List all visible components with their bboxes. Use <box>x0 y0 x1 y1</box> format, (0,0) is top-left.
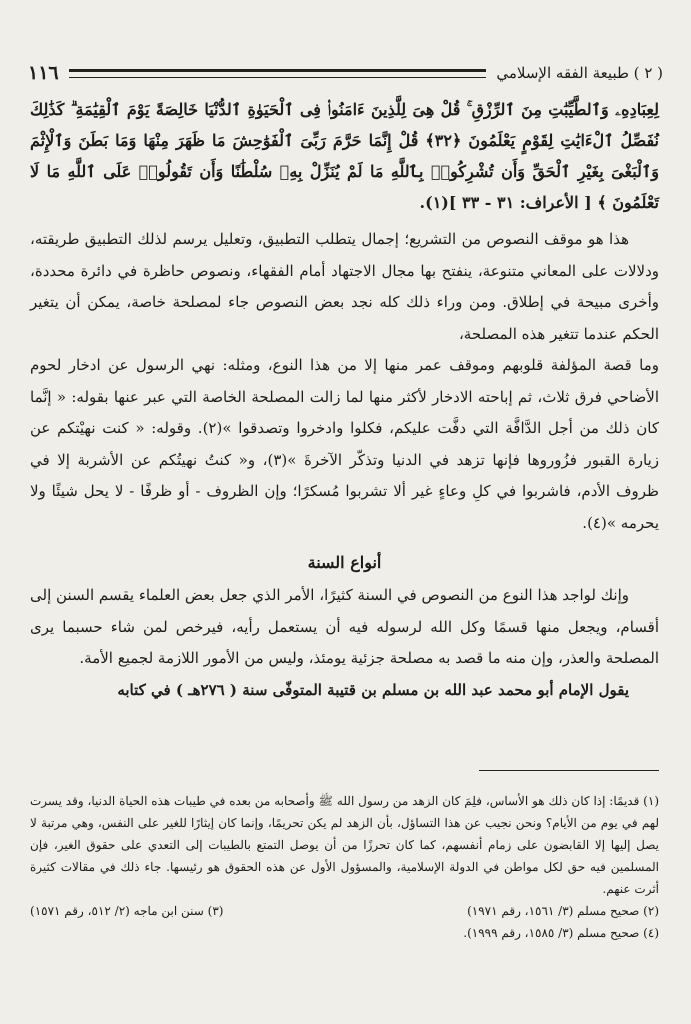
section-paragraph-2: يقول الإمام أبو محمد عبد الله بن مسلم بن قتيبة المتوفّى سنة ( ٢٧٦هـ ) في كتابه <box>117 680 629 699</box>
header-rule <box>69 69 487 78</box>
footnote-4: (٤) صحيح مسلم (٣/ ١٥٨٥، رقم ١٩٩٩). <box>463 926 659 940</box>
quran-verse-block: لِعِبَادِهِۦ وَٱلطَّيِّبَٰتِ مِنَ ٱلرِّزْقِ ۚ قُلْ هِىَ لِلَّذِينَ ءَامَنُوا۟ فِى ٱلْحَيَوٰةِ ٱلدُّنْيَا خَالِصَةً يَوْمَ ٱلْقِيَٰمَةِ ۗ كَذَٰلِكَ نُفَصِّلُ ٱلْءَايَٰتِ لِقَوْمٍ يَعْلَمُونَ ﴿٣٢﴾ قُلْ إِنَّمَا حَرَّمَ رَبِّىَ ٱلْفَوَٰحِشَ مَا ظَهَرَ مِنْهَا وَمَا بَطَنَ وَٱلْإِثْمَ وَٱلْبَغْىَ بِغَيْرِ ٱلْحَقِّ وَأَن تُشْرِكُوا۟ بِٱللَّهِ مَا لَمْ يُنَزِّلْ بِهِۦ سُلْطَٰنًا وَأَن تَقُولُوا۟ عَلَى ٱللَّهِ مَا لَا تَعْلَمُونَ ﴾ [ الأعراف: ٣١ - ٣٣ ](١). <box>30 100 660 212</box>
section-heading: أنواع السنة <box>307 553 382 572</box>
page-header <box>28 60 663 86</box>
footnote-1: (١) قديمًا: إذا كان ذلك هو الأساس، فلِمَ كان الزهد من رسول الله ﷺ وأصحابه من بعده في طيبات هذه الحياة الدنيا، وقد يسرت لهم في يوم من الأيام؟ ونحن نجيب عن هذا التساؤل، بأن الزهد لم يكن تحريمًا، وإنما كان إيثارًا للغير على النفس، وهي مرتبة لا يصل إليها إلا القابضون على زمام أنفسهم، كما كان تحرزًا من أن يوصل التمتع بالطيبات إلى التعدي على حقوق الغير، فإن المسلمين فيه حق لكل مواطن في الدولة الإسلامية، والمسؤول الأول عن هذه الحقوق هو رئيسها. جاء ذلك في مقالات كثيرة أثرت عنهم. <box>30 794 659 896</box>
running-title: ( ٢ ) طبيعة الفقه الإسلامي <box>496 64 663 82</box>
footnote-separator <box>479 770 659 771</box>
main-text <box>30 94 659 706</box>
page-number: ١١٦ <box>28 62 59 84</box>
section-paragraph-1: وإنك لواجد هذا النوع من النصوص في السنة كثيرًا، الأمر الذي جعل بعض العلماء يقسم السنن إلى أقسام، ويجعل منها قسمًا وكل الله لرسوله فيه أن يستعمل رأيه، فيرخص لمن شاء حسبما يرى المصلحة والعذر، وإن منه ما قصد به مصلحة جزئية يومئذ، وليس من الأمور اللازمة لجميع الأمة. <box>30 586 659 667</box>
footnote-2: (٢) صحيح مسلم (٣/ ١٥٦١، رقم ١٩٧١) <box>467 904 659 918</box>
footnote-3: (٣) سنن ابن ماجه (٢/ ٥١٢، رقم ١٥٧١) <box>30 904 224 918</box>
paragraph-1: هذا هو موقف النصوص من التشريع؛ إجمال يتطلب التطبيق، وتعليل يرسم لذلك التطبيق طريقته، ودلالات على المعاني متنوعة، ينفتح بها مجال الاجتهاد أمام الفقهاء، ونصوص حاظرة في دائرة محددة، وأخرى مبيحة في إطلاق. ومن وراء ذلك كله نجد بعض النصوص جاء لمصلحة خاصة، يمكن أن يتغير الحكم عندما تتغير هذه المصلحة، <box>30 230 659 343</box>
footnote-refs-row <box>30 900 659 922</box>
paragraph-2: وما قصة المؤلفة قلوبهم وموقف عمر منها إلا من هذا النوع، ومثله: نهي الرسول عن ادخار لحوم الأضاحي فرق ثلاث، ثم إباحته الادخار لأكثر منها لما زالت المصلحة الخاصة التي عبر عنها بقوله: « إنَّما كان ذلك من أجل الدَّافَّة التي دفَّت عليكم، فكلوا وادخروا وتصدقوا »(٢). وقوله: « كنت نهيْتكم عن زيارة القبور فزُوروها فإنها تزهد في الدنيا وتذكّر الآخرةَ »(٣)، و« كنتُ نهيتُكم عن الأشربة إلا في ظروف الأدم، فاشربوا في كلِ وعاءٍ غير ألا تشربوا مُسكرًا؛ وإن الظروف - أو ظرفًا - لا يحل شيئًا ولا يحرمه »(٤). <box>30 356 660 532</box>
footnotes <box>30 790 659 944</box>
